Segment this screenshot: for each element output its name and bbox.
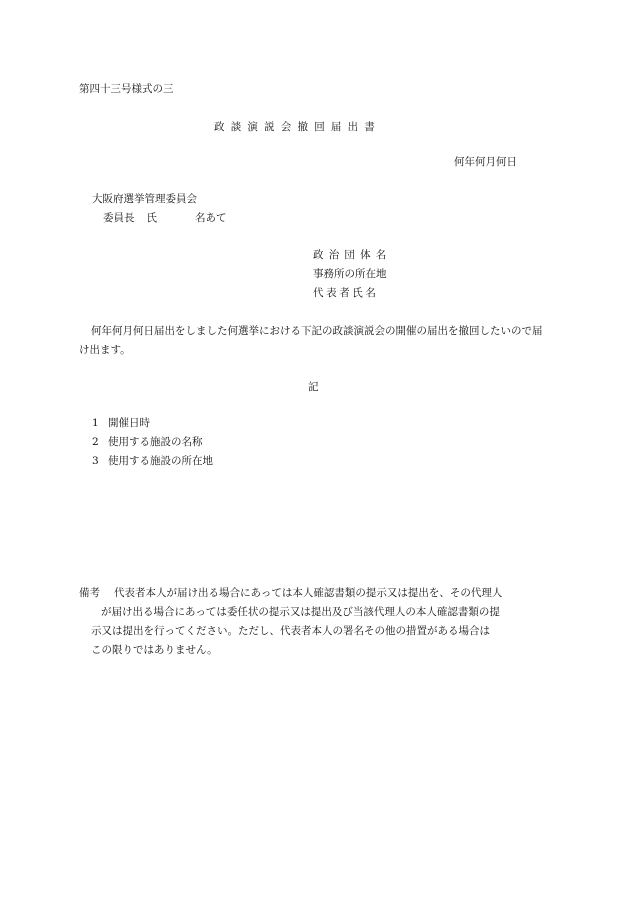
item-number: 1: [92, 417, 99, 429]
ki-heading: 記: [308, 381, 319, 393]
item-label: 使用する施設の所在地: [108, 455, 213, 467]
chair-line: [103, 211, 227, 225]
item-label: 開催日時: [108, 417, 150, 429]
list-item: [92, 454, 213, 473]
sender-representative: 代表者氏名: [313, 287, 379, 299]
remarks-line-1: 代表者本人が届け出る場合にあっては本人確認書類の提示又は提出を、その代理人: [114, 587, 503, 599]
sender-org-name: 政治団体名: [313, 249, 392, 261]
chair-honorific: 氏: [146, 212, 157, 224]
list-item: [92, 435, 213, 454]
document-title: 政談演説会撤回届出書: [214, 121, 381, 133]
list-item: [92, 416, 213, 435]
chair-suffix: 名あて: [195, 212, 227, 224]
item-number: 3: [92, 455, 99, 467]
body-paragraph: 何年何月何日届出をしました何選挙における下記の政談演説会の開催の届出を撤回したいので届け出ます。: [79, 325, 543, 356]
remarks-line-3: 示又は提出を行ってください。ただし、代表者本人の署名その他の措置がある場合は: [91, 625, 490, 637]
form-number: 第四十三号様式の三: [79, 83, 174, 95]
remarks-label: 備考: [79, 587, 100, 599]
sender-office-location: 事務所の所在地: [313, 268, 387, 280]
chair-position: 委員長: [103, 212, 135, 224]
remarks-note: [79, 584, 551, 660]
remarks-line-4: この限りではありません。: [91, 644, 218, 656]
addressee: 大阪府選挙管理委員会: [92, 193, 197, 205]
item-number: 2: [92, 436, 99, 448]
document-date: 何年何月何日: [454, 156, 517, 168]
remarks-line-2: が届け出る場合にあっては委任状の提示又は提出及び当該代理人の本人確認書類の提: [101, 606, 500, 618]
item-list: [92, 416, 213, 473]
sender-block: [313, 248, 392, 305]
item-label: 使用する施設の名称: [108, 436, 203, 448]
